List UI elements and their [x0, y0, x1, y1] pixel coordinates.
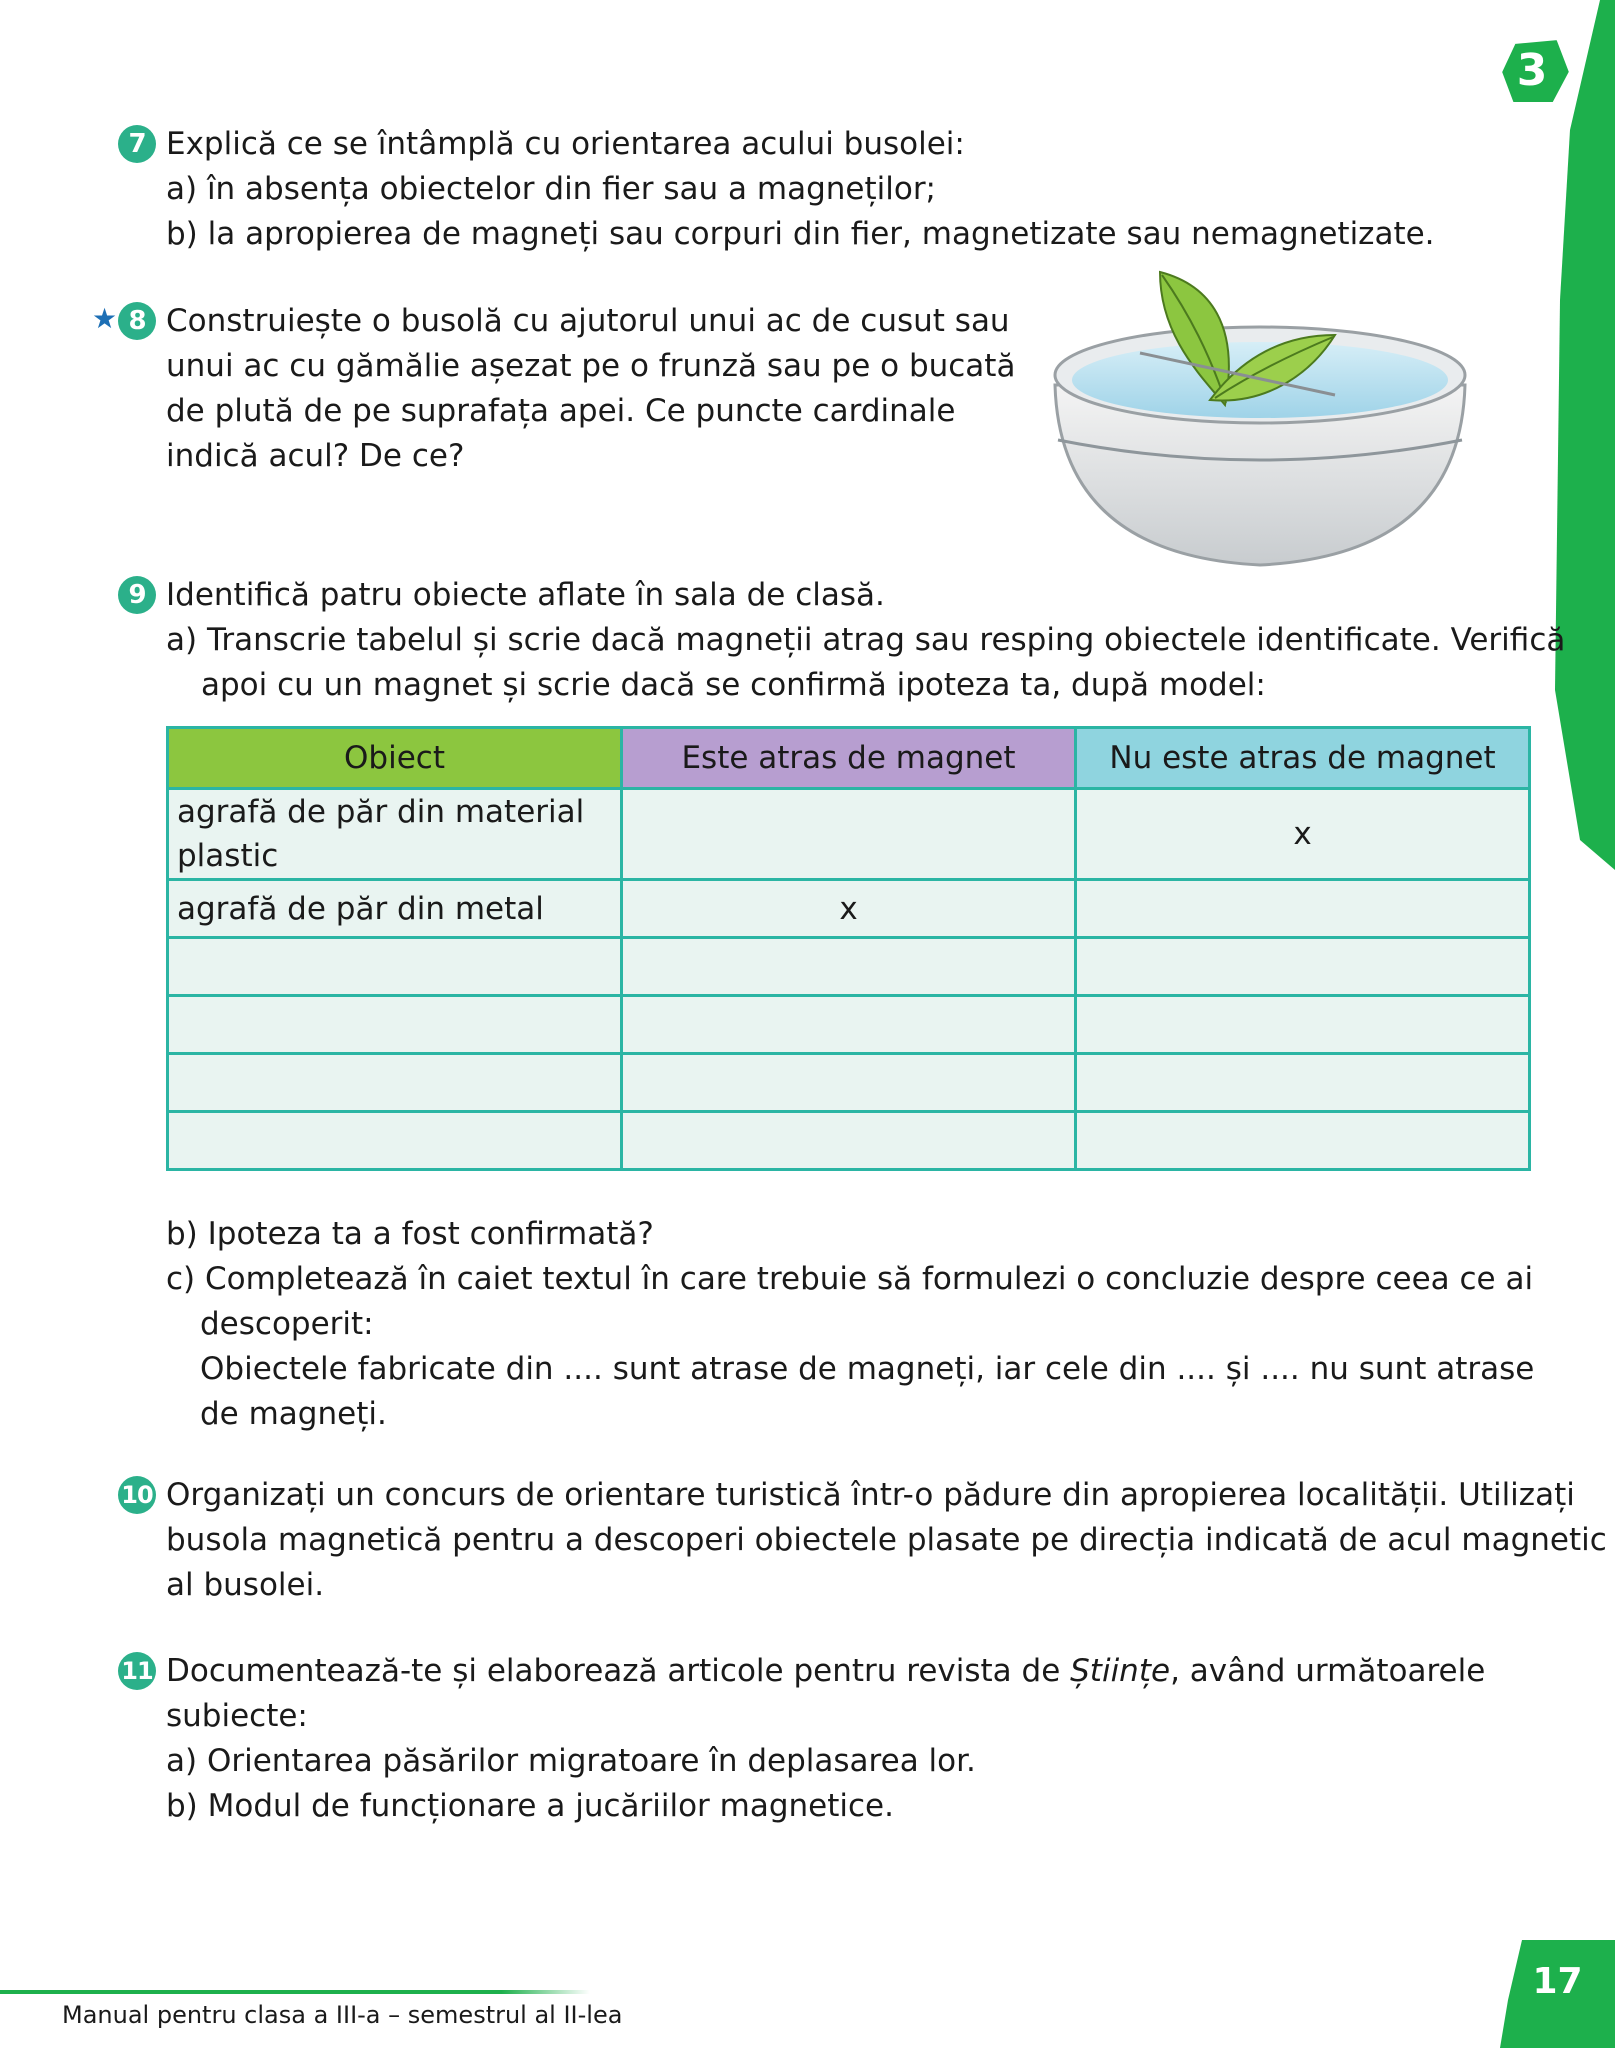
bowl-with-leaf-illustration: [1050, 265, 1470, 575]
table-cell: [1076, 1112, 1530, 1170]
ex11-item-a: a) Orientarea păsărilor migratoare în deplasarea lor.: [166, 1743, 976, 1779]
exercise-number-8: 8: [118, 302, 156, 340]
table-cell-obiect: [168, 789, 622, 880]
table-row-empty: [168, 1054, 1530, 1112]
table-row: [168, 880, 1530, 938]
ex11-line-1-pre: Documentează-te și elaborează articole pentru revista de: [166, 1653, 1071, 1689]
ex9-item-a-line-1: a) Transcrie tabelul și scrie dacă magneții atrag sau resping obiectele identificate. Verifică: [166, 622, 1566, 658]
page-number: 17: [1532, 1961, 1583, 2002]
ex9-item-b: b) Ipoteza ta a fost confirmată?: [166, 1216, 654, 1252]
ex11-line-1: [166, 1649, 1485, 1694]
table-cell-atras: x: [622, 880, 1076, 938]
table-cell-atras: [622, 789, 1076, 880]
ex7-title: Explică ce se întâmplă cu orientarea acului busolei:: [166, 126, 965, 162]
ex11-line-1-post: , având următoarele: [1170, 1653, 1486, 1689]
ex11-line-1-italic: Științe: [1070, 1653, 1171, 1689]
ex9-item-a-line-2: apoi cu un magnet și scrie dacă se confirmă ipoteza ta, după model:: [201, 667, 1266, 703]
table-row-empty: [168, 1112, 1530, 1170]
ex10-line-3: al busolei.: [166, 1567, 325, 1603]
table-cell: [1076, 1054, 1530, 1112]
table-header-row: [168, 728, 1530, 789]
header-nu-este-atras: Nu este atras de magnet: [1076, 728, 1530, 789]
header-este-atras: Este atras de magnet: [622, 728, 1076, 789]
table-cell: [622, 1112, 1076, 1170]
ex11-item-b: b) Modul de funcționare a jucăriilor magnetice.: [166, 1788, 894, 1824]
table-cell: [1076, 996, 1530, 1054]
ex7-item-b: b) la apropierea de magneți sau corpuri din fier, magnetizate sau nemagnetizate.: [166, 216, 1435, 252]
cell-text-line-2: plastic: [177, 838, 279, 874]
ex8-line-4: indică acul? De ce?: [166, 438, 465, 474]
table-row: [168, 789, 1530, 880]
ex7-item-a: a) în absența obiectelor din fier sau a magneților;: [166, 171, 937, 207]
ex8-line-2: unui ac cu gămălie așezat pe o frunză sau pe o bucată: [166, 348, 1016, 384]
chapter-badge: [1492, 36, 1572, 108]
chapter-number: 3: [1516, 45, 1548, 96]
table-cell: [622, 996, 1076, 1054]
ex11-line-2: subiecte:: [166, 1698, 308, 1734]
exercise-number-10: 10: [118, 1476, 156, 1514]
difficulty-star-icon: ★: [92, 302, 118, 335]
table-cell: [168, 996, 622, 1054]
ex9-item-c-line-4: de magneți.: [200, 1396, 387, 1432]
table-cell-obiect: agrafă de păr din metal: [168, 880, 622, 938]
table-cell: [1076, 938, 1530, 996]
exercise-number-7: 7: [118, 125, 156, 163]
table-cell-neatras: [1076, 880, 1530, 938]
header-obiect: Obiect: [168, 728, 622, 789]
ex8-line-3: de plută de pe suprafața apei. Ce puncte cardinale: [166, 393, 956, 429]
ex9-item-c-line-3: Obiectele fabricate din .... sunt atrase de magneți, iar cele din .... și .... nu sunt atrase: [200, 1351, 1535, 1387]
ex10-line-2: busola magnetică pentru a descoperi obiectele plasate pe direcția indicată de acul magnetic: [166, 1522, 1607, 1558]
table-cell: [168, 1112, 622, 1170]
ex9-item-c-line-1: c) Completează în caiet textul în care trebuie să formulezi o concluzie despre ceea ce ai: [166, 1261, 1534, 1297]
ex10-line-1: Organizați un concurs de orientare turistică într-o pădure din apropierea localității. Utilizați: [166, 1477, 1575, 1513]
table-cell: [622, 1054, 1076, 1112]
table-cell: [168, 938, 622, 996]
table-row-empty: [168, 938, 1530, 996]
footer-line: [0, 1990, 590, 1994]
objects-table: [166, 726, 1531, 1171]
ex9-title: Identifică patru obiecte aflate în sala de clasă.: [166, 577, 885, 613]
ex8-line-1: Construiește o busolă cu ajutorul unui ac de cusut sau: [166, 303, 1010, 339]
table-cell-neatras: x: [1076, 789, 1530, 880]
table-row-empty: [168, 996, 1530, 1054]
cell-text-line-1: agrafă de păr din material: [177, 794, 585, 830]
table-cell: [168, 1054, 622, 1112]
exercise-number-11: 11: [118, 1652, 156, 1690]
exercise-number-9: 9: [118, 576, 156, 614]
table-cell: [622, 938, 1076, 996]
ex9-item-c-line-2: descoperit:: [200, 1306, 374, 1342]
footer-text: Manual pentru clasa a III-a – semestrul al II-lea: [62, 2001, 623, 2029]
